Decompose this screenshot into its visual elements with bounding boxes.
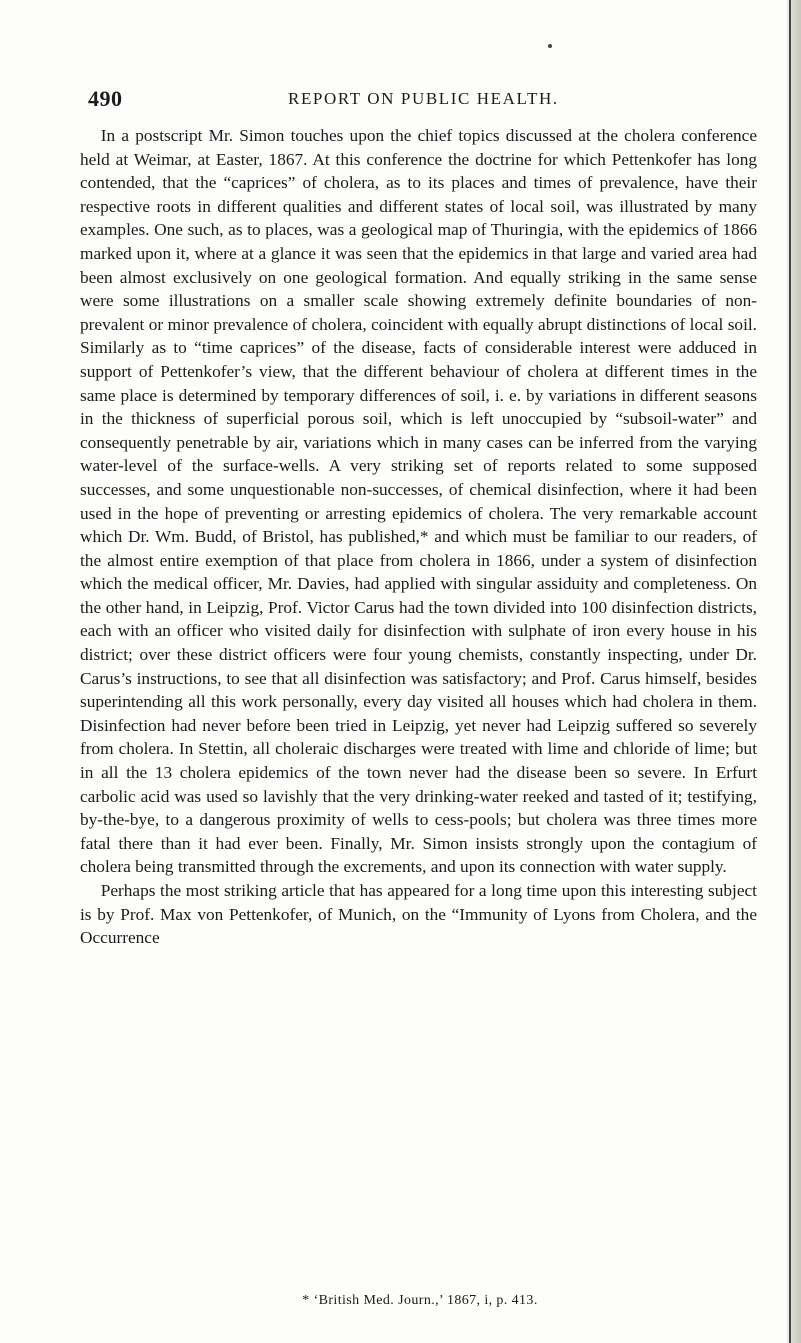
paragraph-2: Perhaps the most striking article that has appeared for a long time upon this interesting subject is by Prof. Max von Pettenkofer, of Munich, on the “Immunity of Lyons from Cholera, and the Occurrence: [80, 881, 757, 948]
paragraph-1: In a postscript Mr. Simon touches upon the chief topics discussed at the cholera conference held at Weimar, at Easter, 1867. At this conference the doctrine for which Pettenkofer has long contended, that the “caprices” of cholera, as to its places and times of prevalence, have their respective roots in different qualities and different states of local soil, was illustrated by many examples. One such, as to places, was a geological map of Thuringia, with the epidemics of 1866 marked upon it, where at a glance it was seen that the epidemics in that large and varied area had been almost exclusively on one geological formation. And equally striking in the same sense were some illustrations on a smaller scale showing extremely definite boundaries of non-prevalent or minor prevalence of cholera, coincident with equally abrupt distinctions of local soil. Similarly as to “time caprices” of the disease, facts of considerable interest were adduced in support of Pettenkofer’s view, that the different behaviour of cholera at different times in the same place is determined by temporary differences of soil, i. e. by variations in different seasons in the thickness of superficial porous soil, which is left unoccupied by “subsoil-water” and consequently penetrable by air, variations which in many cases can be inferred from the varying water-level of the surface-wells. A very striking set of reports related to some supposed successes, and some unquestionable non-successes, of chemical disinfection, where it had been used in the hope of preventing or arresting epidemics of cholera. The very remarkable account which Dr. Wm. Budd, of Bristol, has published,* and which must be familiar to our readers, of the almost entire exemption of that place from cholera in 1866, under a system of disinfection which the medical officer, Mr. Davies, had applied with singular assiduity and completeness. On the other hand, in Leipzig, Prof. Victor Carus had the town divided into 100 disinfection districts, each with an officer who visited daily for disinfection with sulphate of iron every house in his district; over these district officers were four young chemists, constantly inspecting, under Dr. Carus’s instructions, to see that all disinfection was satisfactory; and Prof. Carus himself, besides superintending all this work personally, every day visited all houses which had cholera in them. Disinfection had never before been tried in Leipzig, yet never had Leipzig suffered so severely from cholera. In Stettin, all choleraic discharges were treated with lime and chloride of lime; but in all the 13 cholera epidemics of the town never had the disease been so severe. In Erfurt carbolic acid was used so lavishly that the very drinking-water reeked and tasted of it; testifying, by-the-bye, to a dangerous proximity of wells to cess-pools; but cholera was three times more fatal there than it had ever been. Finally, Mr. Simon insists strongly upon the contagium of cholera being transmitted through the excrements, and upon its connection with water supply.: [80, 126, 757, 877]
running-title: REPORT ON PUBLIC HEALTH.: [288, 89, 559, 108]
paper-speck: [548, 44, 552, 48]
running-head: [88, 86, 756, 110]
page-number: 490: [88, 86, 123, 111]
footnote: * ‘British Med. Journ.,’ 1867, i, p. 413.: [302, 1293, 538, 1308]
page-edge-line: [789, 0, 791, 1343]
body-text: [80, 124, 757, 950]
